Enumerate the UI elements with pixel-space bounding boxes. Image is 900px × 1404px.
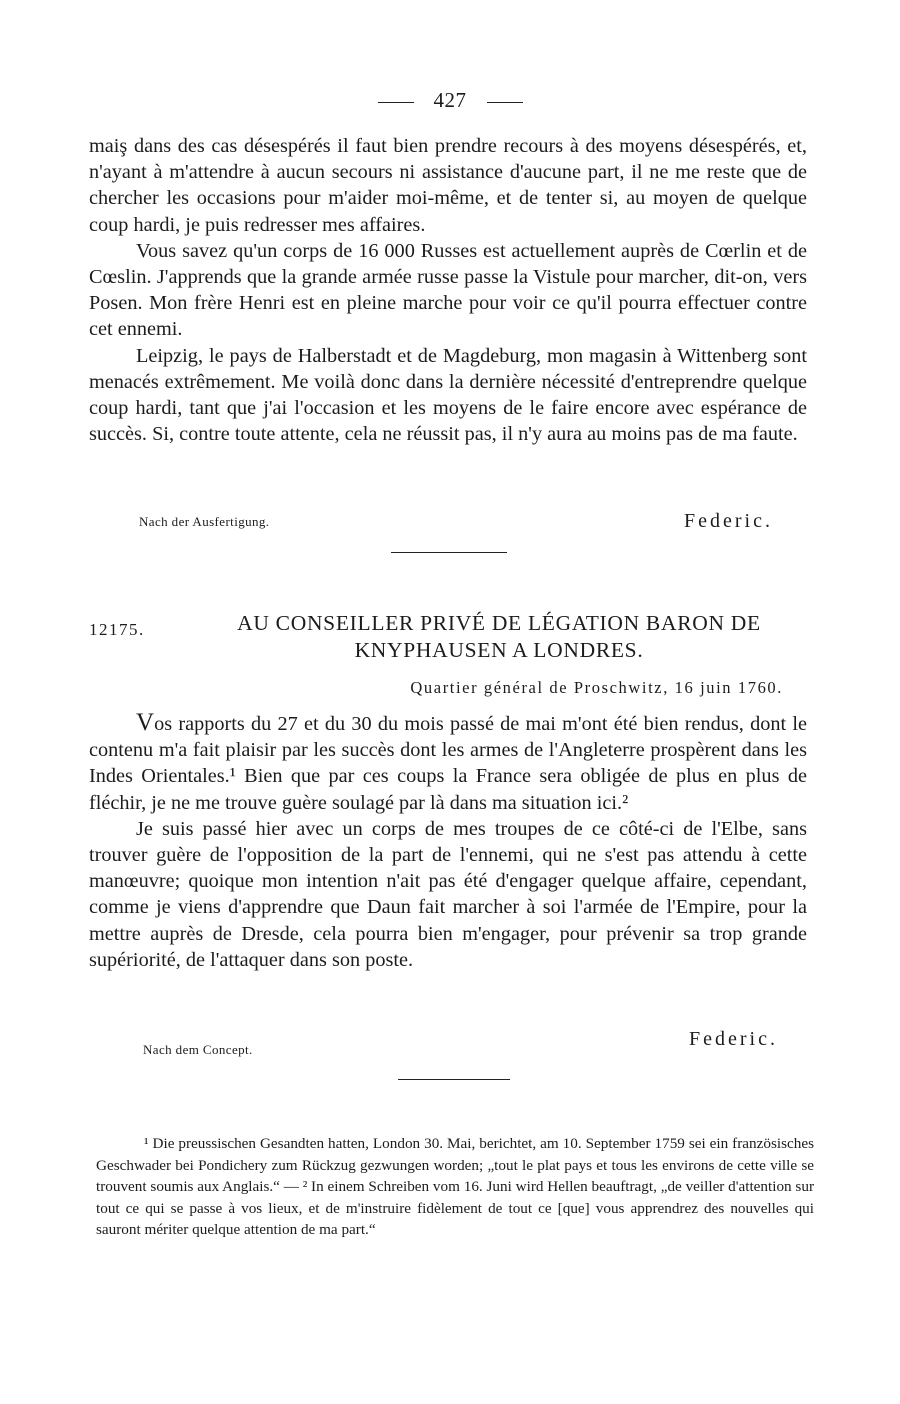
footnotes [96,1133,814,1241]
letter-2-recipient-title: AU CONSEILLER PRIVÉ DE LÉGATION BARON DE KNYPHAUSEN A LONDRES. [237,611,761,662]
letter-2-signature: Federic. [689,1028,778,1050]
header-dash-right [487,102,523,103]
footnote-text: ¹ Die preussischen Gesandten hatten, London 30. Mai, berichtet, am 10. September 1759 sei ein französisches Geschwader bei Pondichery zum Rückzug gezwungen worden; „tout le plat pays et tous les environs de cette ville se trouvent soumis aux Anglais.“ — ² In einem Schreiben vom 16. Juni wird Hellen beauftragt, „de veiller d'attention sur tout ce qui se passe à vos lieux, et de m'instruire fidèlement de tout ce [que] vous apprendrez des nouvelles qui sauront mériter quelque attention de ma part.“ [96,1135,814,1239]
letter-1-signature: Federic. [684,510,773,532]
letter-1-paragraph-2: Vous savez qu'un corps de 16 000 Russes est actuellement auprès de Cœrlin et de Cœslin. J'apprends que la grande armée russe passe la Vistule pour marcher, dit-on, vers Posen. Mon frère Henri est en pleine marche pour voir ce qu'il pourra effectuer contre cet ennemi. [89,239,807,341]
letter-2-dateline: Quartier général de Proschwitz, 16 juin 1760. [410,678,783,697]
section-divider [391,552,507,553]
letter-2-paragraph-2: Je suis passé hier avec un corps de mes troupes de ce côté-ci de l'Elbe, sans trouver guère de l'opposition de la part de l'ennemi, qui ne s'est pas attendu à cette manœuvre; quoique mon intention n'ait pas été d'engager quelque affaire, cependant, comme je viens d'apprendre que Daun fait marcher à soi l'armée de l'Empire, pour la mettre auprès de Dresde, cela pourra bien m'engager, pour prévenir sa trop grande supériorité, de l'attaquer dans son poste. [89,817,807,971]
letter-1-source-note: Nach der Ausfertigung. [139,514,270,529]
letter-1-paragraph-3: Leipzig, le pays de Halberstadt et de Magdeburg, mon magasin à Wittenberg sont menacés extrêmement. Me voilà donc dans la dernière nécessité d'entreprendre quelque coup hardi, tant que j'ai l'occasion et les moyens de le faire encore avec espérance de succès. Si, contre toute attente, cela ne réussit pas, il n'y aura au moins pas de ma faute. [89,344,807,446]
page-header [0,88,900,113]
letter-2-heading [89,610,807,664]
initial-letter: V [136,709,155,736]
letter-2-source-note: Nach dem Concept. [143,1042,253,1057]
page-number: 427 [433,88,467,112]
letter-2-paragraph-1 [89,710,807,816]
letter-1-paragraph-1: maiş dans des cas désespérés il faut bien prendre recours à des moyens désespérés, et, n'ayant à m'attendre à aucun secours ni assistance d'aucune part, il ne me reste que de chercher les occasions pour m'aider moi-même, et de tenter si, au moyen de quelque coup hardi, je puis redresser mes affaires. [89,135,807,236]
letter-1-body [89,133,807,447]
letter-2-paragraph-1-text: os rapports du 27 et du 30 du mois passé de mai m'ont été bien rendus, dont le contenu m'a fait plaisir par les succès dont les armes de l'Angleterre prospèrent dans les Indes Orientales.¹ Bien que par ces coups la France sera obligée de plus en plus de fléchir, je ne me trouve guère soulagé par là dans ma situation ici.² [89,713,807,814]
footnote-divider [398,1079,510,1080]
letter-number: 12175. [89,620,145,639]
header-dash-left [378,102,414,103]
letter-2-body [89,710,807,973]
